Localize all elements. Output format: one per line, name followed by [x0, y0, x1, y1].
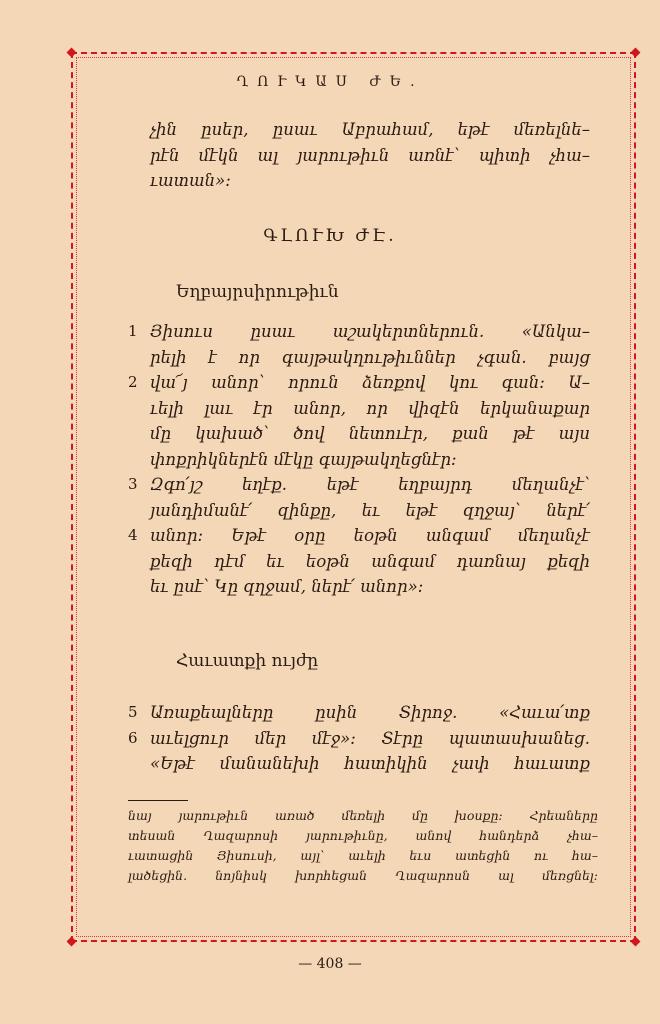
section-1-text	[150, 319, 590, 600]
running-head: ՂՈՒԿԱՍ ԺԵ.	[236, 74, 424, 90]
text-line: չին ըսեր, ըսաւ Աբրահամ, եթէ մեռելնե–	[150, 120, 590, 139]
footnote-rule	[128, 800, 188, 801]
text-line: ւելի լաւ էր անոր, որ վիզէն երկանաքար	[150, 398, 590, 418]
section-heading: Հաւատքի ույժը	[176, 651, 319, 671]
footnote-line: տեսան Ղազարոսի յարութիւնը, անով հանդերձ չհա–	[128, 828, 598, 843]
verse-number: 2	[128, 373, 138, 391]
chapter-heading: ԳԼՈՒԽ ԺԷ.	[263, 226, 397, 246]
text-line: րելի է որ գայթակղութիւններ չգան. բայց	[150, 347, 590, 367]
corner-ornament-icon	[631, 937, 641, 947]
verse-number: 1	[128, 322, 138, 340]
verse-number: 4	[128, 526, 138, 544]
footnote-line: ւատացին Յիսուսի, այլ՝ աւելի եւս ատեցին ու հա–	[128, 848, 598, 863]
page-number: — 408 —	[298, 956, 362, 972]
footnote-line: նայ յարութիւն առած մեռելի մը խօսքը։ Հրեաները	[128, 808, 598, 823]
text-line: մը կախած՝ ծով նետուէր, քան թէ այս	[150, 424, 590, 443]
text-line: յանդիմանէ՛ զինքը, եւ եթէ զղջայ՝ ներէ՛	[150, 500, 590, 520]
footnote-line: լածեցին. նոյնիսկ խորհեցան Ղազարոսն ալ մեռցնել։	[128, 868, 598, 883]
text-line: «Եթէ մանանեխի հատիկին չափ հաւատք	[150, 754, 590, 773]
text-line: եւ ըսէ՝ Կը զղջամ, ներէ՛ անոր»։	[150, 577, 424, 596]
verse-number: 3	[128, 475, 138, 493]
footnote	[128, 806, 598, 886]
text-line: քեզի դէմ եւ եօթն անգամ դառնայ քեզի	[150, 551, 590, 571]
text-line: ւատան»։	[150, 171, 231, 190]
section-heading: Եղբայրսիրութիւն	[176, 282, 339, 302]
text-line: Զգո՛յշ եղէք. եթէ եղբայրդ մեղանչէ՝	[150, 475, 590, 494]
text-line: Առաքեալները ըսին Տիրոջ. «Հաւա՛տք	[150, 703, 590, 722]
section-2-text	[150, 700, 590, 777]
corner-ornament-icon	[67, 937, 77, 947]
opening-paragraph	[150, 117, 590, 194]
verse-number: 6	[128, 729, 138, 747]
text-line: անոր։ Եթէ օրը եօթն անգամ մեղանչէ	[150, 526, 590, 545]
text-line: Յիսուս ըսաւ աշակերտներուն. «Անկա–	[150, 322, 590, 341]
text-line: վա՜յ անոր՝ որուն ձեռքով կու գան։ Ա–	[150, 373, 590, 392]
verse-number: 5	[128, 703, 138, 721]
corner-ornament-icon	[631, 48, 641, 58]
text-line: փոքրիկներէն մէկը գայթակղեցնէր։	[150, 449, 457, 469]
corner-ornament-icon	[67, 48, 77, 58]
text-line: աւելցուր մեր մէջ»։ Տէրը պատասխանեց.	[150, 728, 590, 748]
text-line: րէն մէկն ալ յարութիւն առնէ՝ պիտի չհա–	[150, 145, 590, 165]
